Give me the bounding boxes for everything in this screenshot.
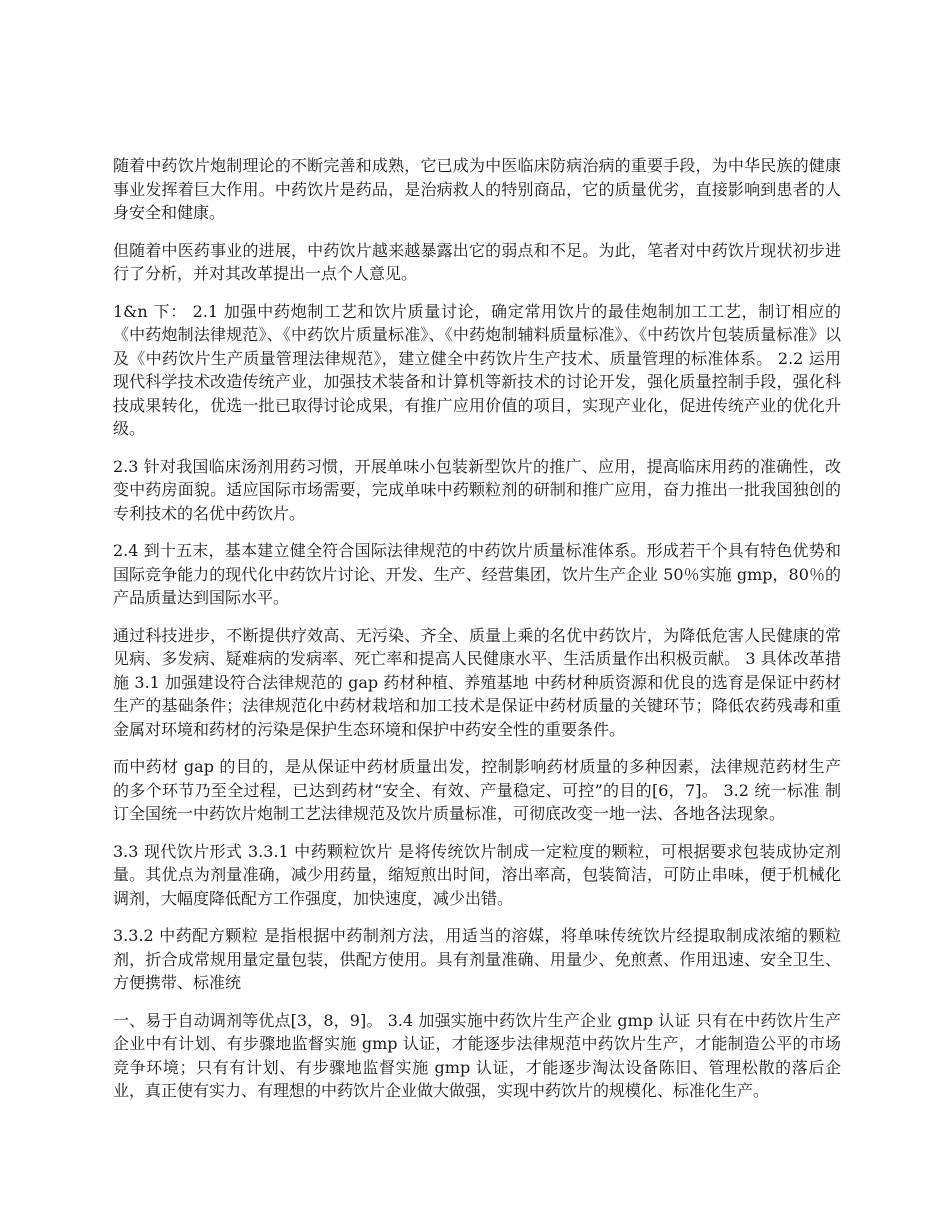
paragraph: 3.3 现代饮片形式 3.3.1 中药颗粒饮片 是将传统饮片制成一定粒度的颗粒，可根据要求包装成协定剂量。其优点为剂量准确，减少用药量，缩短煎出时间，溶出率高，包装简洁，可防止串味，便于机械化调剂，大幅度降低配方工作强度，加快速度，减少出错。: [113, 841, 841, 908]
paragraph: 3.3.2 中药配方颗粒 是指根据中药制剂方法，用适当的溶媒，将单味传统饮片经提取制成浓缩的颗粒剂，折合成常规用量定量包装，供配方使用。具有剂量准确、用量少、免煎煮、作用迅速、安全卫生、方便携带、标准统: [113, 926, 841, 992]
paragraph: 2.4 到十五末，基本建立健全符合国际法律规范的中药饮片质量标准体系。形成若干个具有特色优势和国际竞争能力的现代化中药饮片讨论、开发、生产、经营集团，饮片生产企业 50％实施 gmp，80％的产品质量达到国际水平。: [113, 541, 841, 607]
paragraph: 而中药材 gap 的目的，是从保证中药材质量出发，控制影响药材质量的多种因素，法律规范药材生产的多个环节乃至全过程，已达到药材“安全、有效、产量稳定、可控”的目的[6，7]。 3.2 统一标准 制订全国统一中药饮片炮制工艺法律规范及饮片质量标准，可彻底改变一地一法、各地各法现象。: [113, 757, 841, 823]
paragraph: 随着中药饮片炮制理论的不断完善和成熟，它已成为中医临床防病治病的重要手段，为中华民族的健康事业发挥着巨大作用。中药饮片是药品，是治病救人的特别商品，它的质量优劣，直接影响到患者的人身安全和健康。: [113, 156, 841, 222]
paragraph: 2.3 针对我国临床汤剂用药习惯，开展单味小包装新型饮片的推广、应用，提高临床用药的准确性，改变中药房面貌。适应国际市场需要，完成单味中药颗粒剂的研制和推广应用，奋力推出一批我国独创的专利技术的名优中药饮片。: [113, 456, 841, 523]
document-body: [113, 154, 841, 1117]
paragraph: 通过科技进步，不断提供疗效高、无污染、齐全、质量上乘的名优中药饮片，为降低危害人民健康的常见病、多发病、疑难病的发病率、死亡率和提高人民健康水平、生活质量作出积极贡献。 3 具体改革措施 3.1 加强建设符合法律规范的 gap 药材种植、养殖基地 中药材种质资源和优良的选育是保证中药材生产的基础条件；法律规范化中药材栽培和加工技术是保证中药材质量的关键环节；降低农药残毒和重金属对环境和药材的污染是保护生态环境和保护中药安全性的重要条件。: [113, 625, 841, 739]
paragraph: 1&n 下： 2.1 加强中药炮制工艺和饮片质量讨论，确定常用饮片的最佳炮制加工工艺，制订相应的《中药炮制法律规范》、《中药饮片质量标准》、《中药炮制辅料质量标准》、《中药饮片包装质量标准》以及《中药饮片生产质量管理法律规范》，建立健全中药饮片生产技术、质量管理的标准体系。 2.2 运用现代科学技术改造传统产业，加强技术装备和计算机等新技术的讨论开发，强化质量控制手段，强化科技成果转化，优选一批已取得讨论成果，有推广应用价值的项目，实现产业化，促进传统产业的优化升级。: [113, 301, 841, 438]
paragraph: 一、易于自动调剂等优点[3，8，9]。 3.4 加强实施中药饮片生产企业 gmp 认证 只有在中药饮片生产企业中有计划、有步骤地监督实施 gmp 认证，才能逐步法律规范中药饮片生产，才能制造公平的市场竞争环境；只有有计划、有步骤地监督实施 gmp 认证，才能逐步淘汰设备陈旧、管理松散的落后企业，真正使有实力、有理想的中药饮片企业做大做强，实现中药饮片的规模化、标准化生产。: [113, 1010, 841, 1100]
paragraph: 但随着中医药事业的进展，中药饮片越来越暴露出它的弱点和不足。为此，笔者对中药饮片现状初步进行了分析，并对其改革提出一点个人意见。: [113, 240, 841, 283]
